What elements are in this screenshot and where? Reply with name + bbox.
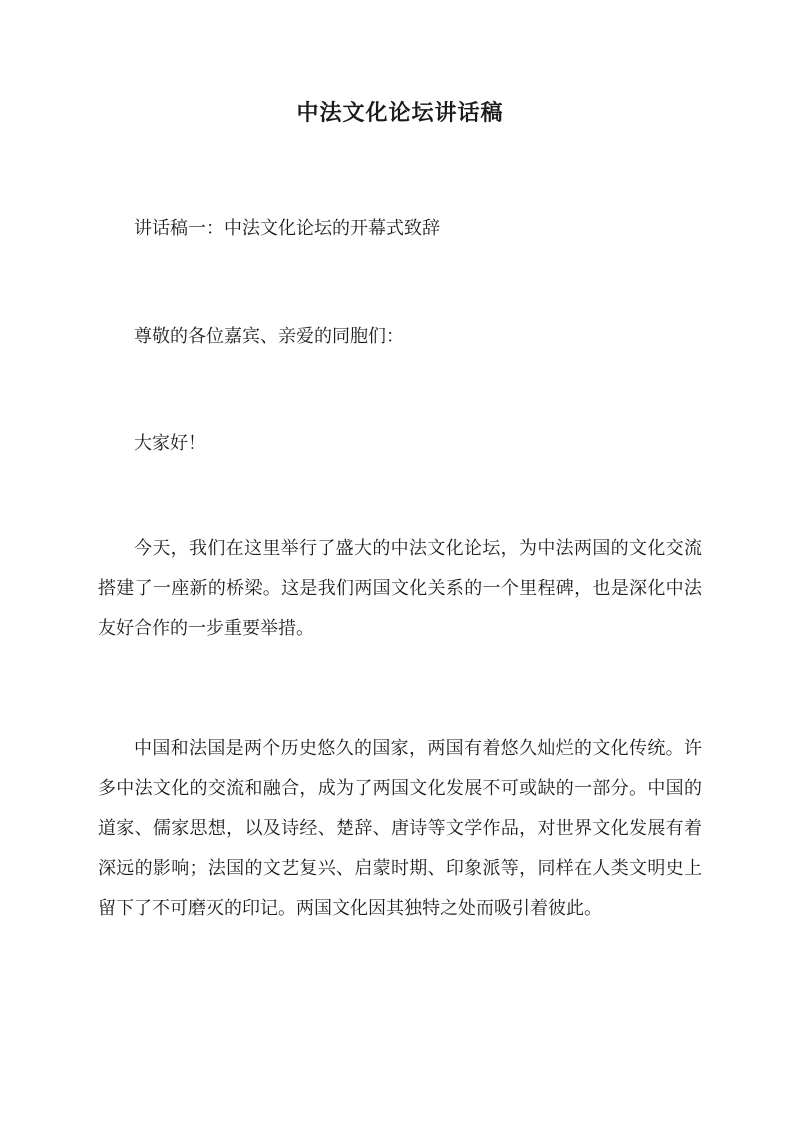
body-paragraph: 中国和法国是两个历史悠久的国家，两国有着悠久灿烂的文化传统。许多中法文化的交流和融合，成为了两国文化发展不可或缺的一部分。中国的道家、儒家思想，以及诗经、楚辞、唐诗等文学作品，对世界文化发展有着深远的影响；法国的文艺复兴、启蒙时期、印象派等，同样在人类文明史上留下了不可磨灭的印记。两国文化因其独特之处而吸引着彼此。: [98, 738, 702, 919]
salutation-paragraph: 尊敬的各位嘉宾、亲爱的同胞们：: [134, 326, 404, 347]
greeting-paragraph: 大家好！: [134, 433, 206, 454]
page-title: 中法文化论坛讲话稿: [296, 100, 504, 126]
body-paragraph: 今天，我们在这里举行了盛大的中法文化论坛，为中法两国的文化交流搭建了一座新的桥梁。这是我们两国文化关系的一个里程碑，也是深化中法友好合作的一步重要举措。: [98, 538, 702, 639]
speech-heading-paragraph: 讲话稿一：中法文化论坛的开幕式致辞: [134, 218, 440, 239]
